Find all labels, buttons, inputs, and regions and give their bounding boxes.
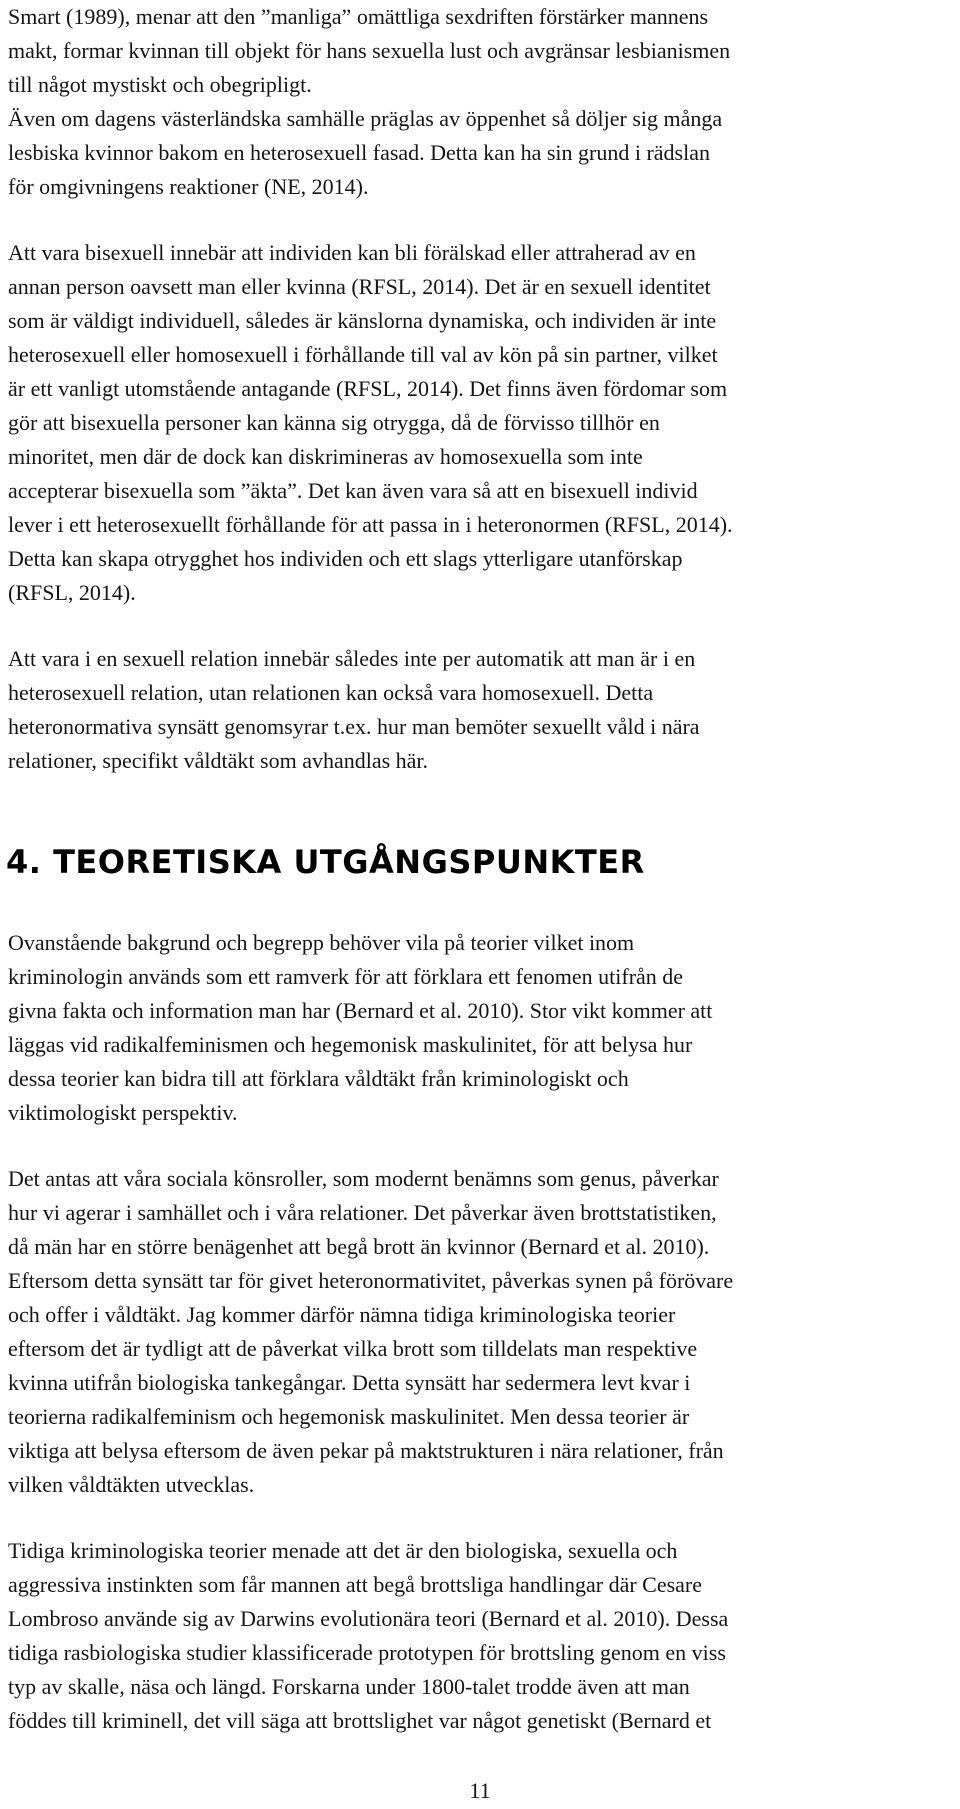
paragraph-sociala-konsroller: Det antas att våra sociala könsroller, som modernt benämns som genus, påverkar hur vi agerar i samhället och i våra relationer. Det påverkar även brottstatistiken, då män har en större benägenhet att begå brott än kvinnor (Bernard et al. 2010). Eftersom detta synsätt tar för givet heteronormativitet, påverkas synen på förövare och offer i våldtäkt. Jag kommer därför nämna tidiga kriminologiska teorier eftersom det är tydligt att de påverkat vilka brott som tilldelats man respektive kvinna utifrån biologiska tankegångar. Detta synsätt har sedermera levt kvar i teorierna radikalfeminism och hegemonisk maskulinitet. Men dessa teorier är viktiga att belysa eftersom de även pekar på maktstrukturen i nära relationer, från vilken våldtäkten utvecklas.: [8, 1166, 734, 1497]
section-heading: 4. TEORETISKA UTGÅNGSPUNKTER: [6, 843, 645, 881]
paragraph-smart-1989: Smart (1989), menar att den ”manliga” omättliga sexdriften förstärker mannens makt, formar kvinnan till objekt för hans sexuella lust och avgränsar lesbianismen till något mystiskt och obegripligt. Även om dagens västerländska samhälle präglas av öppenhet så döljer sig många lesbiska kvinnor bakom en heterosexuell fasad. Detta kan ha sin grund i rädslan för omgivningens reaktioner (NE, 2014).: [8, 4, 731, 199]
paragraph-bisexuell: Att vara bisexuell innebär att individen kan bli förälskad eller attraherad av en annan person oavsett man eller kvinna (RFSL, 2014). Det är en sexuell identitet som är väldigt individuell, således är känslorna dynamiska, och individen är inte heterosexuell eller homosexuell i förhållande till val av kön på sin partner, vilket är ett vanligt utomstående antagande (RFSL, 2014). Det finns även fördomar som gör att bisexuella personer kan känna sig otrygga, då de förvisso tillhör en minoritet, men där de dock kan diskrimineras av homosexuella som inte accepterar bisexuella som ”äkta”. Det kan även vara så att en bisexuell individ lever i ett heterosexuellt förhållande för att passa in i heteronormen (RFSL, 2014). Detta kan skapa otrygghet hos individen och ett slags ytterligare utanförskap (RFSL, 2014).: [8, 240, 733, 605]
page-number: 11: [469, 1778, 491, 1803]
body-text-bottom: [8, 926, 958, 1738]
paragraph-tidiga-teorier: Tidiga kriminologiska teorier menade att det är den biologiska, sexuella och aggressiva instinkten som får mannen att begå brottsliga handlingar där Cesare Lombroso använde sig av Darwins evolutionära teori (Bernard et al. 2010). Dessa tidiga rasbiologiska studier klassificerade prototypen för brottsling genom en viss typ av skalle, näsa och längd. Forskarna under 1800-talet trodde även att man föddes till kriminell, det vill säga att brottslighet var något genetiskt (Bernard et: [8, 1538, 729, 1733]
paragraph-sexuell-relation: Att vara i en sexuell relation innebär således inte per automatik att man är i en heterosexuell relation, utan relationen kan också vara homosexuell. Detta heteronormativa synsätt genomsyrar t.ex. hur man bemöter sexuellt våld i nära relationer, specifikt våldtäkt som avhandlas här.: [8, 646, 700, 773]
body-text-top: [8, 0, 958, 778]
paragraph-ovanstaende: Ovanstående bakgrund och begrepp behöver vila på teorier vilket inom kriminologin används som ett ramverk för att förklara ett fenomen utifrån de givna fakta och information man har (Bernard et al. 2010). Stor vikt kommer att läggas vid radikalfeminismen och hegemonisk maskulinitet, för att belysa hur dessa teorier kan bidra till att förklara våldtäkt från kriminologiskt och viktimologiskt perspektiv.: [8, 930, 713, 1125]
